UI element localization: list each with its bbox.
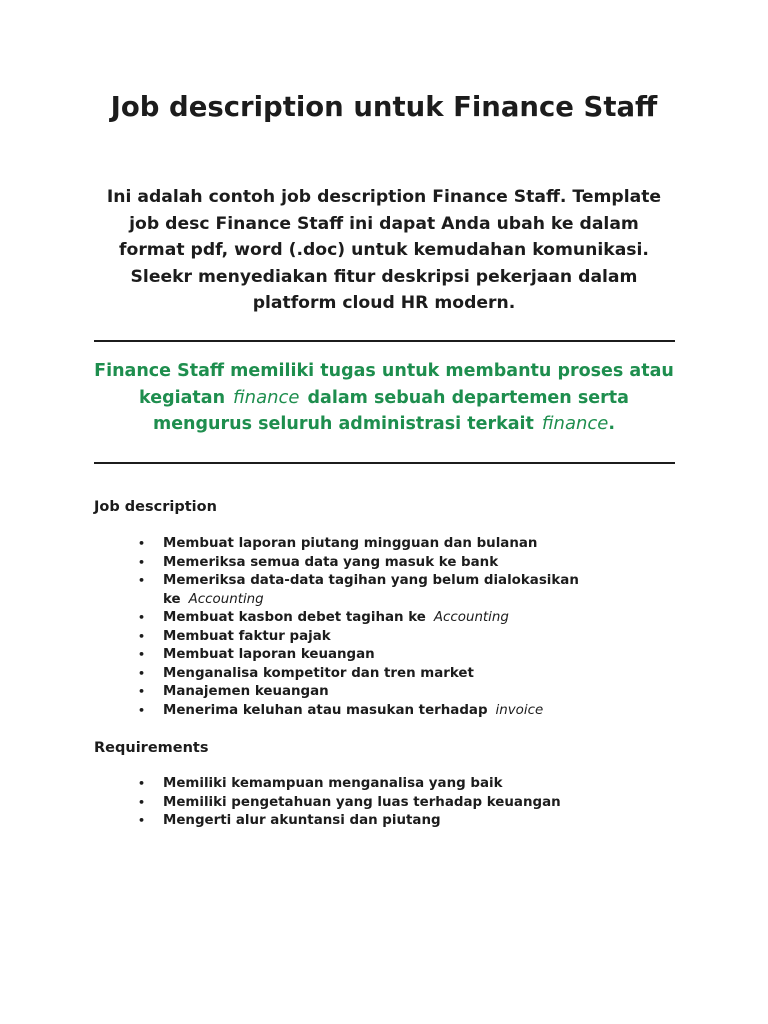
bullet-icon: • [138, 611, 146, 624]
list-item-text: Memeriksa semua data yang masuk ke bank [163, 554, 499, 570]
list-item [138, 812, 643, 831]
callout-end: . [608, 414, 616, 434]
list-item [138, 794, 643, 813]
requirements-heading: Requirements [94, 740, 209, 756]
bullet-icon: • [138, 777, 146, 790]
list-item-text: Manajemen keuangan [163, 684, 329, 699]
bullet-icon: • [138, 814, 146, 827]
list-item [138, 554, 643, 573]
list-item [138, 775, 643, 794]
list-item-text: Memiliki pengetahuan yang luas terhadap keuangan [163, 794, 561, 810]
list-item-text: Memiliki kemampuan menganalisa yang baik [163, 776, 503, 791]
summary-callout [94, 358, 674, 438]
list-item-text: Menganalisa kompetitor dan tren market [163, 665, 474, 681]
bullet-icon: • [138, 555, 146, 569]
list-item [138, 628, 643, 647]
intro-paragraph: Ini adalah contoh job description Finance Staff. Template job desc Finance Staff ini dapat Anda ubah ke dalam format pdf, word (.doc) untuk kemudahan komunikasi. Sleekr menyediakan fitur deskripsi pekerjaan dalam platform cloud HR modern. [106, 187, 662, 314]
bullet-icon: • [138, 537, 146, 550]
bullet-icon: • [138, 666, 146, 680]
list-item [138, 683, 643, 702]
bullet-icon: • [138, 629, 146, 643]
bullet-icon: • [138, 795, 146, 809]
bottom-divider [94, 462, 675, 464]
job-description-heading: Job description [94, 499, 217, 515]
bullet-icon: • [138, 685, 146, 698]
list-item [138, 646, 643, 665]
list-item-text: Membuat kasbon debet tagihan ke [163, 610, 426, 625]
bullet-icon: • [138, 574, 146, 587]
list-item-emphasis: invoice [495, 702, 544, 718]
list-item-text: Membuat laporan keuangan [163, 647, 375, 662]
list-item-emphasis: Accounting [433, 610, 509, 625]
document-title: Job description untuk Finance Staff [110, 91, 658, 123]
list-item [138, 702, 643, 721]
bullet-icon: • [138, 703, 146, 717]
job-description-list [138, 535, 643, 720]
list-item [138, 572, 643, 609]
callout-emphasis-2: finance [541, 413, 609, 434]
list-item-text: Mengerti alur akuntansi dan piutang [163, 813, 441, 828]
callout-text-1: Finance Staff memiliki tugas untuk membantu proses atau kegiatan [94, 361, 674, 408]
top-divider [94, 340, 675, 342]
list-item-text: Menerima keluhan atau masukan terhadap [163, 702, 488, 718]
list-item [138, 609, 643, 628]
list-item-emphasis: Accounting [188, 591, 264, 607]
bullet-icon: • [138, 648, 146, 661]
list-item-text: Memeriksa data-data tagihan yang belum dialokasikan ke [163, 573, 579, 607]
list-item-text: Membuat laporan piutang mingguan dan bulanan [163, 536, 538, 551]
callout-text-2: dalam sebuah departemen serta mengurus seluruh administrasi terkait [152, 387, 629, 434]
list-item [138, 665, 643, 684]
list-item [138, 535, 643, 554]
callout-emphasis-1: finance [233, 386, 300, 408]
requirements-list [138, 775, 643, 831]
list-item-text: Membuat faktur pajak [163, 628, 331, 644]
